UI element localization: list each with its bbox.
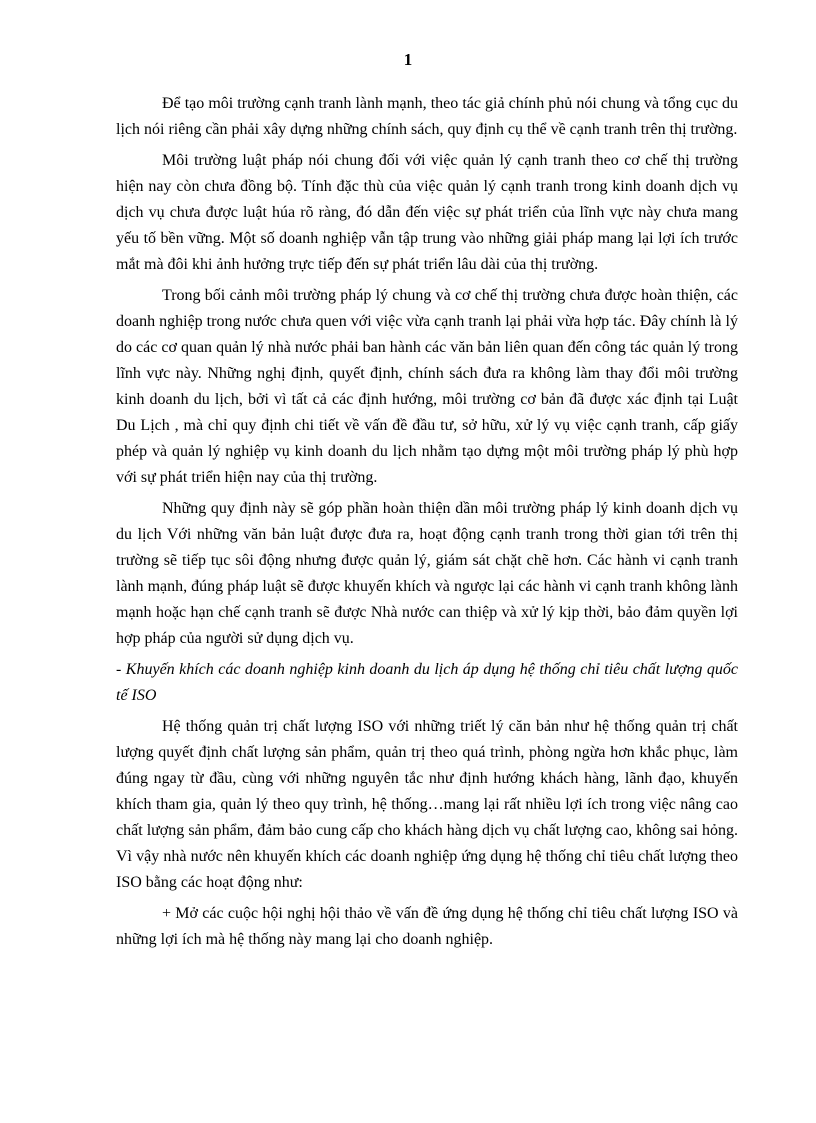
paragraph: Môi trường luật pháp nói chung đối với việc quản lý cạnh tranh theo cơ chế thị trường hiện nay còn chưa đồng bộ. Tính đặc thù của việc quản lý cạnh tranh trong kinh doanh dịch vụ dịch vụ chưa được luật húa rõ ràng, đó dẫn đến việc sự phát triển của lĩnh vực này chưa mang yếu tố bền vững. Một số doanh nghiệp vẫn tập trung vào những giải pháp mang lại lợi ích trước mắt mà đôi khi ảnh hưởng trực tiếp đến sự phát triển lâu dài của thị trường. [116, 152, 738, 273]
document-body [116, 91, 738, 958]
section-heading: - Khuyến khích các doanh nghiệp kinh doanh du lịch áp dụng hệ thống chỉ tiêu chất lượng quốc tế ISO [116, 661, 738, 704]
paragraph: + Mở các cuộc hội nghị hội thảo về vấn đề ứng dụng hệ thống chỉ tiêu chất lượng ISO và những lợi ích mà hệ thống này mang lại cho doanh nghiệp. [116, 905, 738, 948]
paragraph: Trong bối cảnh môi trường pháp lý chung và cơ chế thị trường chưa được hoàn thiện, các doanh nghiệp trong nước chưa quen với việc vừa cạnh tranh lại phải vừa hợp tác. Đây chính là lý do các cơ quan quản lý nhà nước phải ban hành các văn bản liên quan đến công tác quản lý trong lĩnh vực này. Những nghị định, quyết định, chính sách đưa ra không làm thay đổi môi trường kinh doanh du lịch, bởi vì tất cả các định hướng, môi trường cơ bản đã được xác định tại Luật Du Lịch , mà chỉ quy định chi tiết về vấn đề đầu tư, sở hữu, xử lý vụ việc cạnh tranh, cấp giấy phép và quản lý nghiệp vụ kinh doanh du lịch nhằm tạo dựng một môi trường pháp lý phù hợp với sự phát triển hiện nay của thị trường. [116, 287, 738, 486]
paragraph: Để tạo môi trường cạnh tranh lành mạnh, theo tác giả chính phủ nói chung và tổng cục du lịch nói riêng cần phải xây dựng những chính sách, quy định cụ thể về cạnh tranh trên thị trường. [116, 95, 738, 138]
paragraph: Những quy định này sẽ góp phần hoàn thiện dần môi trường pháp lý kinh doanh dịch vụ du lịch Với những văn bản luật được đưa ra, hoạt động cạnh tranh trong thời gian tới trên thị trường sẽ tiếp tục sôi động nhưng được quản lý, giám sát chặt chẽ hơn. Các hành vi cạnh tranh lành mạnh, đúng pháp luật sẽ được khuyến khích và ngược lại các hành vi cạnh tranh không lành mạnh hoặc hạn chế cạnh tranh sẽ được Nhà nước can thiệp và xử lý kịp thời, bảo đảm quyền lợi hợp pháp của người sử dụng dịch vụ. [116, 500, 738, 647]
page-number: 1 [403, 50, 413, 69]
paragraph: Hệ thống quản trị chất lượng ISO với những triết lý căn bản như hệ thống quản trị chất lượng quyết định chất lượng sản phẩm, quản trị theo quá trình, phòng ngừa hơn khắc phục, làm đúng ngay từ đầu, cùng với những nguyên tắc như định hướng khách hàng, lãnh đạo, khuyến khích tham gia, quản lý theo quy trình, hệ thống…mang lại rất nhiều lợi ích trong việc nâng cao chất lượng sản phẩm, đảm bảo cung cấp cho khách hàng dịch vụ chất lượng cao, không sai hỏng. Vì vậy nhà nước nên khuyến khích các doanh nghiệp ứng dụng hệ thống chỉ tiêu chất lượng theo ISO bằng các hoạt động như: [116, 718, 738, 891]
